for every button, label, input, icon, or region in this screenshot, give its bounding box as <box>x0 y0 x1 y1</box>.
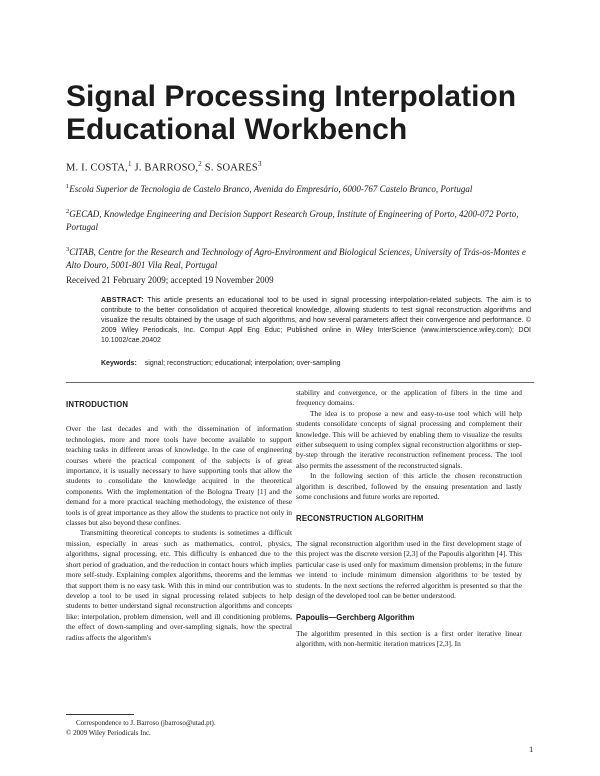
affiliation-1-mark: 1 <box>66 183 70 190</box>
left-column <box>66 400 292 643</box>
author-2-affil-mark: 2 <box>198 160 202 168</box>
affiliation-2-mark: 2 <box>66 207 70 215</box>
keywords <box>101 360 531 367</box>
page-number: 1 <box>529 744 534 754</box>
affiliations <box>66 180 536 281</box>
article-title <box>66 80 546 146</box>
footnote <box>66 718 216 738</box>
intro-paragraph-3: stability and convergence, or the application of filters in the time and frequency domains. <box>296 388 522 408</box>
abstract-label: ABSTRACT: <box>101 297 144 304</box>
intro-paragraph-1: Over the last decades and with the dissemination of information technologies, more and more tools have become available to support teaching tasks in different areas of knowledge. In the case of engineering courses where the practical component of the subjects is of great importance, it is usually necessary to have supporting tools that allow the students to consolidate the knowledge acquired in the theoretical components. With the implementation of the Bologna Treaty [1] and the demand for a more practical teaching methodology, the existence of these tools is of great importance as they allow the students to practice not only in classes but also beyond these confines. <box>66 424 292 528</box>
title-line-2: Educational Workbench <box>66 113 408 146</box>
papoulis-paragraph: The algorithm presented in this section is a first order iterative linear algorithm, with non-hermitic iteration matrices [2,3]. In <box>296 628 522 649</box>
author-3: S. SOARES <box>201 162 258 174</box>
reconstruction-paragraph: The signal reconstruction algorithm used in the first development stage of this project was the discrete version [2,3] of the Papoulis algorithm [4]. This particular case is used only for maximum dimension problems; in the future we intend to include minimum dimension algorithms to be tested by students. In the next sections the referred algorithm is presented so that the design of the developed tool can be better understood. <box>296 538 522 600</box>
affiliation-1-text: Escola Superior de Tecnologia de Castelo Branco, Avenida do Empresário, 6000-767 Castelo Branco, Portugal <box>69 184 473 194</box>
author-3-affil-mark: 3 <box>257 160 262 168</box>
correspondence-note: Correspondence to J. Barroso (jbarroso@utad.pt). <box>76 719 216 727</box>
reconstruction-heading: RECONSTRUCTION ALGORITHM <box>296 514 424 524</box>
affiliation-2 <box>66 205 536 235</box>
intro-paragraph-4: The idea is to propose a new and easy-to-use tool which will help students consolidate concepts of signal processing and complement their knowledge. This will be achieved by enabling them to visualize the results either subsequent to using complex signal reconstruction algorithms or step-by-step through the iterative reconstruction refinement process. The tool also permits the assessment of the reconstructed signals. <box>296 408 522 470</box>
introduction-heading: INTRODUCTION <box>66 400 129 409</box>
section-divider <box>66 382 534 383</box>
keywords-text: signal; reconstruction; educational; interpolation; over-sampling <box>144 360 341 367</box>
author-2: J. BARROSO, <box>131 162 199 174</box>
affiliation-1 <box>66 180 536 197</box>
footnote-divider <box>66 714 134 715</box>
keywords-label: Keywords: <box>101 360 137 367</box>
affiliation-3 <box>66 243 536 273</box>
author-1: M. I. COSTA, <box>66 162 128 174</box>
abstract-text: This article presents an educational tool to be used in signal processing interpolation-related subjects. The aim is to contribute to the better consolidation of acquired theoretical knowledge, allowing students to test signal reconstruction algorithms and visualize the results obtained by the usage of such algorithms, and how several parameters affect their convergence and performance. © 2009 Wiley Periodicals, Inc. Comput Appl Eng Educ; Published online in Wiley InterScience (www.interscience.wiley.com); DOI 10.1002/cae.20402 <box>101 297 531 344</box>
title-line-1: Signal Processing Interpolation <box>66 80 517 113</box>
author-list <box>66 160 262 174</box>
right-column <box>296 388 522 650</box>
received-dates: Received 21 February 2009; accepted 19 November 2009 <box>66 275 274 285</box>
copyright-note: © 2009 Wiley Periodicals Inc. <box>66 729 151 737</box>
papoulis-subheading: Papoulis—Gerchberg Algorithm <box>296 613 415 623</box>
intro-paragraph-5: In the following section of this article the chosen reconstruction algorithm is described, followed by the ensuing presentation and lastly some conclusions and future works are reported. <box>296 471 522 502</box>
intro-paragraph-2: Transmitting theoretical concepts to students is sometimes a difficult mission, especially in areas such as mathematics, control, physics, algorithms, signal processing, etc. This difficulty is enhanced due to the short period of graduation, and the reduction in contact hours which implies more self-study. Explaining complex algorithms, theorems and the lemmas that support them is no easy task. With this in mind our contribution was to develop a tool to be used in signal processing related subjects to help students to better understand signal reconstruction algorithms and concepts like: interpolation, problem dimension, well and ill conditioning problems, the effect of down-sampling and over-sampling signals, how the spectral radius affects the algorithm's <box>66 528 292 642</box>
affiliation-3-mark: 3 <box>66 245 70 253</box>
affiliation-2-text: GECAD, Knowledge Engineering and Decision Support Research Group, Institute of Engineering of Porto, 4200-072 Porto, Portugal <box>66 208 519 232</box>
abstract <box>101 296 531 346</box>
author-1-affil-mark: 1 <box>127 160 132 168</box>
affiliation-3-text: CITAB, Centre for the Research and Technology of Agro-Environment and Biological Sciences, University of Trás-os-Montes e Alto Douro, 5001-801 Vila Real, Portugal <box>66 246 526 270</box>
